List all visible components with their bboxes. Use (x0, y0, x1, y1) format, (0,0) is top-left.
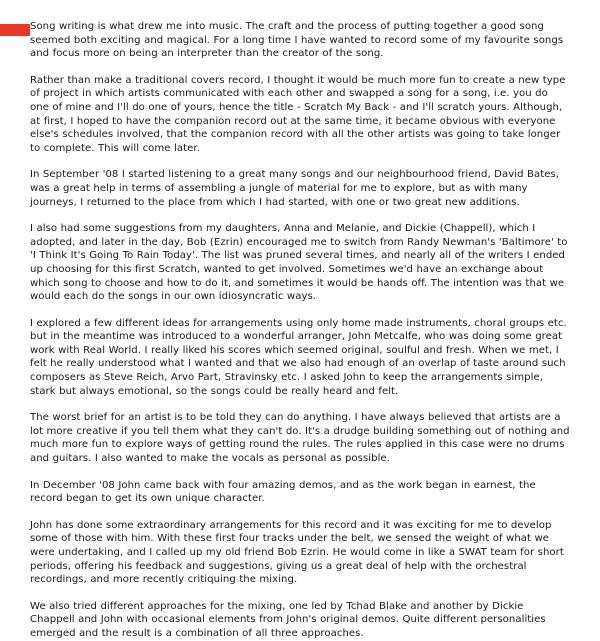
paragraph: The worst brief for an artist is to be told they can do anything. I have always believed that artists are a lot more creative if you tell them what they can't do. It's a drudge building something out of nothing and much more fun to explore ways of getting round the rules. The rules applied in this case were no drums and guitars. I also wanted to make the vocals as personal as possible. (30, 412, 570, 465)
paragraph: I also had some suggestions from my daughters, Anna and Melanie, and Dickie (Chappell), which I adopted, and later in the day, Bob (Ezrin) encouraged me to switch from Randy Newman's 'Baltimore' to 'I Think It's Going To Rain Today'. The list was pruned several times, and nearly all of the writers I ended up choosing for this first Scratch, wanted to get involved. Sometimes we'd have an exchange about which song to choose and how to do it, and sometimes it would be hands off. The intention was that we would each do the songs in our own idiosyncratic ways. (30, 223, 568, 303)
paragraph: I explored a few different ideas for arrangements using only home made instruments, choral groups etc. but in the meantime was introduced to a wonderful arranger, John Metcalfe, who was doing some great work with Real World. I really liked his scores which seemed original, soulful and fresh. When we met, I felt he really understood what I wanted and that we also had enough of an overlap of taste around such composers as Steve Reich, Arvo Part, Stravinsky etc. I asked John to keep the arrangements simple, stark but always emotional, so the songs could be really heard and felt. (30, 317, 567, 397)
paragraph: We also tried different approaches for the mixing, one led by Tchad Blake and another by Dickie Chappell and John with occasional elements from John's original demos. Quite different personalities emerged and the result is a combination of all three approaches. (30, 600, 546, 639)
paragraph: John has done some extraordinary arrangements for this record and it was exciting for me to develop some of those with him. With these first four tracks under the belt, we sensed the weight of what we were undertaking, and I called up my old friend Bob Ezrin. He would come in like a SWAT team for short periods, offering his feedback and suggestions, giving us a great deal of help with the orchestral recordings, and more recently critiquing the mixing. (30, 519, 564, 586)
paragraph: In December '08 John came back with four amazing demos, and as the work began in earnest, the record began to get its own unique character. (30, 479, 536, 505)
paragraph: In September '08 I started listening to a great many songs and our neighbourhood friend, David Bates, was a great help in terms of assembling a jungle of material for me to explore, but as with many journeys, I returned to the place from which I had started, with one or two great new additions. (30, 169, 560, 208)
red-corner-mark (0, 24, 30, 36)
paragraph: Rather than make a traditional covers record, I thought it would be much more fun to create a new type of project in which artists communicated with each other and swapped a song for a song, i.e. you do one of mine and I'll do one of yours, hence the title - Scratch My Back - and I'll scratch yours. Although, at first, I hoped to have the companion record out at the same time, it became obvious with everyone else's schedules involved, that the companion record with all the other artists was going to take longer to complete. This will come later. (30, 74, 566, 154)
paragraph: Song writing is what drew me into music. The craft and the process of putting together a good song seemed both exciting and magical. For a long time I have wanted to record some of my favourite songs and focus more on being an interpreter than the creator of the song. (30, 21, 564, 60)
liner-notes-text-column (30, 20, 570, 641)
